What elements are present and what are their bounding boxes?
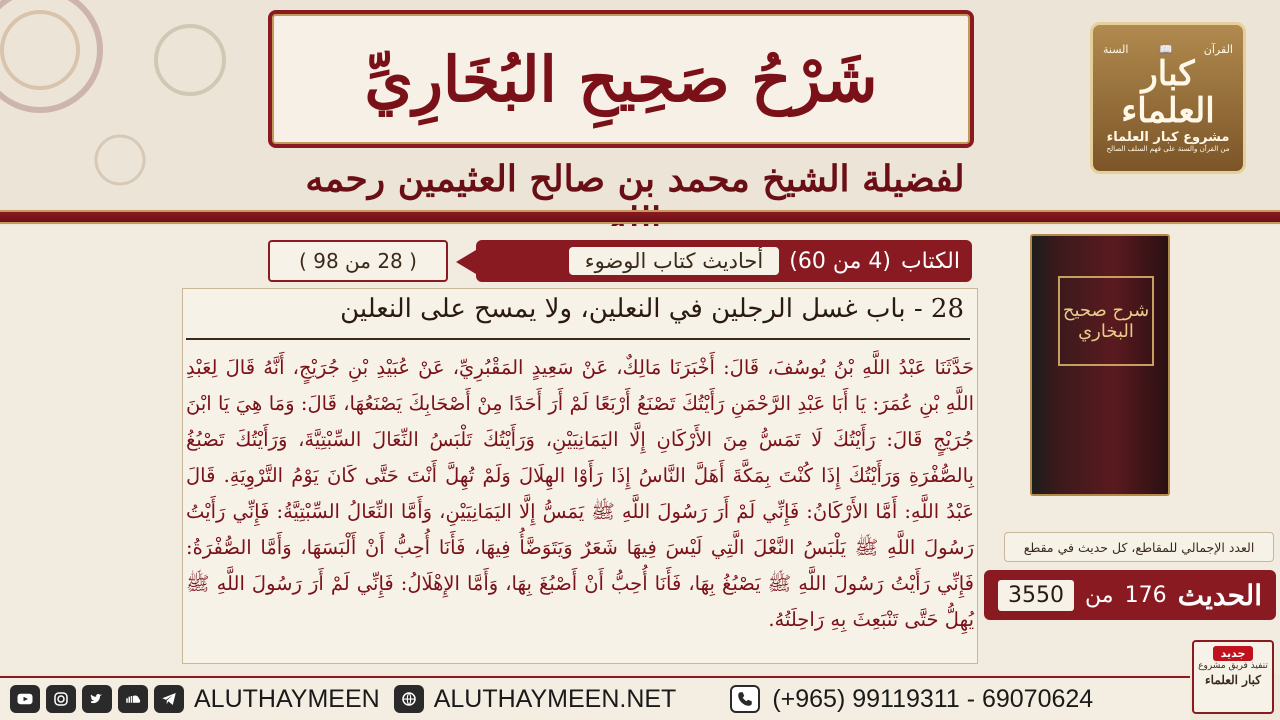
counter-current: 176 — [1124, 582, 1167, 608]
logo-top-left: السنة — [1103, 42, 1129, 56]
social-handle[interactable]: ALUTHAYMEEN — [194, 684, 380, 713]
title-frame — [268, 10, 974, 148]
globe-icon[interactable] — [394, 685, 424, 713]
kibar-ulama-logo[interactable] — [1090, 22, 1246, 174]
bab-number: 28 — [930, 294, 964, 324]
hadith-counter — [984, 570, 1276, 620]
book-cover-title: شرح صحيح البخاري — [1058, 276, 1154, 366]
badge-line2: كبار العلماء — [1205, 673, 1261, 687]
arabesque-ornament-icon — [0, 0, 240, 200]
telegram-icon[interactable] — [154, 685, 184, 713]
new-tag: جديد — [1213, 646, 1254, 661]
counter-total: 3550 — [998, 580, 1074, 611]
counter-of: من — [1085, 582, 1114, 608]
book-progress: (4 من 60) — [789, 248, 891, 274]
counter-label: الحديث — [1177, 578, 1262, 612]
youtube-icon[interactable] — [10, 685, 40, 713]
soundcloud-icon[interactable] — [118, 685, 148, 713]
quran-book-icon: 📖 — [1159, 42, 1173, 56]
chapter-name: أحاديث كتاب الوضوء — [569, 247, 780, 275]
phone-number[interactable]: (+965) 99119311 - 69070624 — [772, 684, 1094, 713]
badge-line1: تنفيذ فريق مشروع — [1198, 661, 1268, 671]
header-divider — [0, 210, 1280, 224]
sheikh-name: لفضيلة الشيخ محمد بن صالح العثيمين رحمه — [305, 158, 965, 200]
website-link[interactable]: ALUTHAYMEEN.NET — [433, 684, 677, 713]
counter-caption: العدد الإجمالي للمقاطع، كل حديث في مقطع — [1004, 532, 1274, 562]
part-progress: ( 28 من 98 ) — [268, 240, 448, 282]
phone-icon[interactable] — [730, 685, 760, 713]
bab-heading: 28 - باب غسل الرجلين في النعلين، ولا يمسح على النعلين — [186, 294, 970, 340]
new-badge — [1192, 640, 1274, 714]
twitter-icon[interactable] — [82, 685, 112, 713]
page-title: شَرْحُ صَحِيحِ البُخَارِيِّ — [364, 42, 878, 116]
bab-title: باب غسل الرجلين في النعلين، ولا يمسح على النعلين — [340, 294, 906, 324]
hadith-text: حَدَّثَنَا عَبْدُ اللَّهِ بْنُ يُوسُفَ، قَالَ: أَخْبَرَنَا مَالِكٌ، عَنْ سَعِيدٍ المَقْبُرِيِّ، عَنْ عُبَيْدِ بْنِ جُرَيْجٍ، أَنَّهُ قَالَ لِعَبْدِ اللَّهِ بْنِ عُمَرَ: يَا أَبَا عَبْدِ الرَّحْمَنِ رَأَيْتُكَ تَصْنَعُ أَرْبَعًا لَمْ أَرَ أَحَدًا مِنْ أَصْحَابِكَ يَصْنَعُهَا، قَالَ: وَمَا هِيَ يَا ابْنَ جُرَيْجٍ قَالَ: رَأَيْتُكَ لَا تَمَسُّ مِنَ الأَرْكَانِ إِلَّا اليَمَانِيَيْنِ، وَرَأَيْتُكَ تَلْبَسُ النِّعَالَ السِّبْتِيَّةَ، وَرَأَيْتُكَ تَصْبُغُ بِالصُّفْرَةِ وَرَأَيْتُكَ إِذَا كُنْتَ بِمَكَّةَ أَهَلَّ النَّاسُ إِذَا رَأَوْا الهِلَالَ وَلَمْ تُهِلَّ أَنْتَ حَتَّى كَانَ يَوْمُ التَّرْوِيَةِ. قَالَ عَبْدُ اللَّهِ: أَمَّا الأَرْكَانُ: فَإِنِّي لَمْ أَرَ رَسُولَ اللَّهِ ﷺ يَمَسُّ إِلَّا اليَمَانِيَيْنِ، وَأَمَّا النِّعَالُ السِّبْتِيَّةُ: فَإِنِّي رَأَيْتُ رَسُولَ اللَّهِ ﷺ يَلْبَسُ النَّعْلَ الَّتِي لَيْسَ فِيهَا شَعَرٌ وَيَتَوَضَّأُ فِيهَا، فَأَنَا أُحِبُّ أَنْ أَلْبَسَهَا، وَأَمَّا الصُّفْرَةُ: فَإِنِّي رَأَيْتُ رَسُولَ اللَّهِ ﷺ يَصْبُغُ بِهَا، فَأَنَا أُحِبُّ أَنْ أَصْبُغَ بِهَا، وَأَمَّا الإِهْلَالُ: فَإِنِّي لَمْ أَرَ رَسُولَ اللَّهِ ﷺ يُهِلُّ حَتَّى تَنْبَعِثَ بِهِ رَاحِلَتُهُ. — [186, 356, 974, 631]
book-cover-image — [1030, 234, 1170, 496]
logo-tagline: من القرآن والسنة على فهم السلف الصالح — [1106, 145, 1230, 154]
logo-main-text: كبار العلماء — [1121, 53, 1215, 131]
logo-subtitle: مشروع كبار العلماء — [1106, 130, 1230, 146]
book-label: الكتاب — [900, 248, 960, 274]
logo-top-right: القرآن — [1203, 42, 1233, 56]
footer-bar — [0, 676, 1190, 720]
arrow-left-icon — [456, 250, 476, 274]
instagram-icon[interactable] — [46, 685, 76, 713]
book-info-bar — [476, 240, 972, 282]
